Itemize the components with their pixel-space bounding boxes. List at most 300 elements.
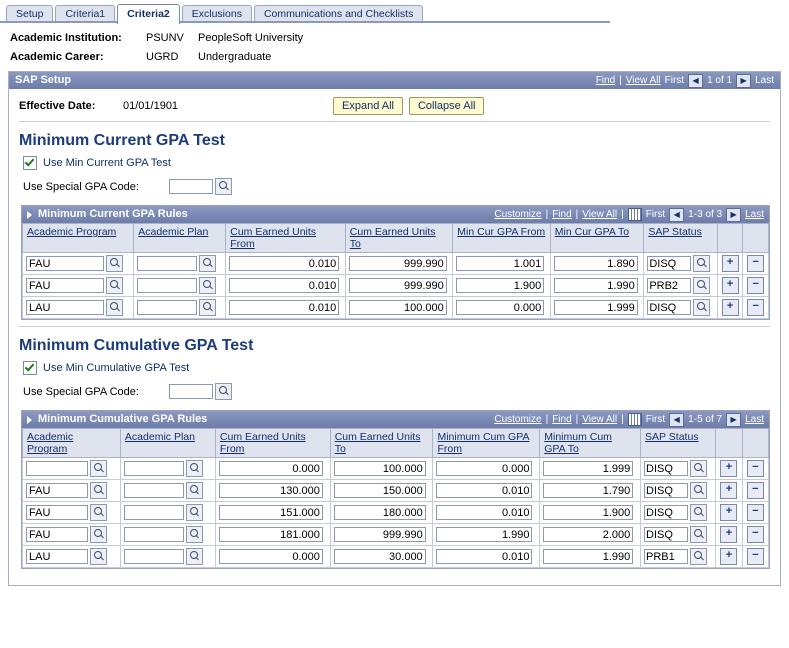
download-grid-icon[interactable] — [628, 413, 642, 426]
nav-separator-1: | — [619, 75, 622, 86]
table-row — [23, 502, 769, 524]
col-academic-plan — [120, 429, 215, 458]
tab-criteria2[interactable]: Criteria2 — [117, 4, 180, 24]
cumulative-grid-nav — [494, 411, 764, 428]
tab-exclusions[interactable]: Exclusions — [182, 5, 252, 23]
current-grid-customize-link[interactable]: Customize — [494, 209, 542, 220]
academic-plan-input[interactable] — [124, 527, 184, 542]
minimum-cum-gpa-from-input[interactable] — [436, 505, 532, 520]
sap-status-input[interactable] — [647, 300, 691, 315]
academic-program-lookup-icon[interactable] — [90, 504, 107, 521]
col-cum-earned-units-to-label[interactable]: Cum Earned Units To — [334, 431, 421, 455]
cell-academic-plan — [134, 297, 226, 319]
add-row-button[interactable]: + — [720, 526, 737, 543]
sap-setup-find-link[interactable]: Find — [595, 75, 616, 86]
academic-program-input[interactable] — [26, 549, 88, 564]
cell-academic-plan — [120, 458, 215, 480]
cell-delete — [743, 275, 769, 297]
cell-academic-program — [23, 458, 121, 480]
cell-add — [717, 275, 743, 297]
current-grid-header-left — [27, 206, 188, 223]
academic-career-row — [10, 51, 789, 63]
cell-units-to — [330, 502, 433, 524]
cell-add — [716, 524, 742, 546]
col-cum-earned-units-from — [215, 429, 330, 458]
cell-units-from — [215, 458, 330, 480]
col-cum-earned-units-from-label[interactable]: Cum Earned Units From — [219, 431, 306, 455]
tab-setup[interactable]: Setup — [6, 5, 53, 23]
academic-program-lookup-icon[interactable] — [106, 299, 123, 316]
cell-units-to — [330, 480, 433, 502]
cell-units-to — [345, 275, 453, 297]
cumulative-grid-counter: 1-5 of 7 — [688, 414, 723, 425]
collapse-triangle-icon[interactable] — [27, 211, 32, 219]
col-sap-status — [641, 429, 716, 458]
sap-setup-last-label: Last — [755, 75, 774, 86]
cell-sap-status — [641, 458, 716, 480]
cell-add — [716, 480, 742, 502]
cell-delete — [742, 502, 768, 524]
cumulative-special-gpa-code-input[interactable] — [169, 384, 213, 399]
sap-setup-title: SAP Setup — [15, 74, 72, 86]
cell-gpa-from — [453, 275, 551, 297]
add-row-button[interactable]: + — [722, 277, 739, 294]
cumulative-special-gpa-code-label: Use Special GPA Code: — [23, 385, 139, 398]
cell-gpa-from — [433, 502, 540, 524]
divider-top — [19, 121, 770, 122]
cell-academic-program — [23, 524, 121, 546]
download-grid-icon[interactable] — [628, 208, 642, 221]
col-minimum-cum-gpa-from-label[interactable]: Minimum Cum GPA From — [437, 431, 530, 455]
col-sap-status-label[interactable]: SAP Status — [645, 431, 699, 443]
min-cur-gpa-to-input[interactable] — [554, 278, 638, 293]
use-min-current-gpa-test-label: Use Min Current GPA Test — [43, 157, 171, 169]
cell-units-to — [345, 253, 453, 275]
col-min-cur-gpa-from-label[interactable]: Min Cur GPA From — [457, 226, 546, 238]
sap-status-input[interactable] — [644, 549, 688, 564]
use-min-current-gpa-test-checkbox[interactable] — [23, 156, 37, 170]
cell-gpa-from — [453, 253, 551, 275]
academic-program-lookup-icon[interactable] — [106, 277, 123, 294]
cumulative-grid-header-left — [27, 411, 207, 428]
cell-sap-status — [641, 524, 716, 546]
col-academic-program — [23, 224, 134, 253]
cell-units-from — [215, 524, 330, 546]
col-academic-plan — [134, 224, 226, 253]
table-row — [23, 275, 769, 297]
cumulative-gpa-table-header-row — [23, 429, 769, 458]
use-min-cumulative-gpa-test-label: Use Min Cumulative GPA Test — [43, 362, 190, 374]
col-cum-earned-units-to — [345, 224, 453, 253]
table-row — [23, 524, 769, 546]
delete-row-button[interactable]: − — [747, 277, 764, 294]
minimum-cum-gpa-from-input[interactable] — [436, 527, 532, 542]
cum-earned-units-to-input[interactable] — [349, 278, 447, 293]
cum-earned-units-from-input[interactable] — [219, 483, 323, 498]
sap-setup-counter: 1 of 1 — [707, 75, 733, 86]
minimum-cum-gpa-to-input[interactable] — [543, 505, 633, 520]
col-add — [717, 224, 743, 253]
sap-status-input[interactable] — [644, 527, 688, 542]
cell-gpa-to — [550, 275, 644, 297]
col-cum-earned-units-from — [226, 224, 346, 253]
academic-plan-lookup-icon[interactable] — [199, 299, 216, 316]
sap-setup-header — [9, 72, 780, 89]
cell-delete — [743, 253, 769, 275]
academic-program-input[interactable] — [26, 505, 88, 520]
tab-underline — [0, 21, 610, 23]
min-cur-gpa-from-input[interactable] — [456, 300, 544, 315]
cell-academic-plan — [120, 546, 215, 568]
academic-program-input[interactable] — [26, 278, 104, 293]
academic-program-input[interactable] — [26, 527, 88, 542]
delete-row-button[interactable]: − — [747, 526, 764, 543]
cumulative-special-gpa-code-row — [23, 383, 770, 400]
academic-career-description: Undergraduate — [198, 51, 272, 63]
academic-program-input[interactable] — [26, 256, 104, 271]
current-special-gpa-code-input[interactable] — [169, 179, 213, 194]
current-grid-header — [22, 206, 769, 223]
divider-middle — [19, 326, 770, 327]
cell-gpa-from — [433, 524, 540, 546]
academic-plan-lookup-icon[interactable] — [199, 277, 216, 294]
cell-delete — [742, 546, 768, 568]
cum-earned-units-from-input[interactable] — [219, 527, 323, 542]
minimum-cum-gpa-from-input[interactable] — [436, 461, 532, 476]
cumulative-gpa-rules-table — [22, 428, 769, 568]
add-row-button[interactable]: + — [722, 299, 739, 316]
col-academic-program-label[interactable]: Academic Program — [27, 226, 117, 238]
cumulative-grid-find-link[interactable]: Find — [552, 414, 572, 425]
current-grid-title: Minimum Current GPA Rules — [38, 208, 188, 220]
delete-row-button[interactable]: − — [747, 460, 764, 477]
use-min-current-gpa-test-row — [23, 156, 770, 170]
current-grid-last-link[interactable]: Last — [745, 209, 764, 220]
current-special-gpa-code-lookup-icon[interactable] — [215, 178, 232, 195]
col-minimum-cum-gpa-from — [433, 429, 540, 458]
header-fields — [10, 32, 789, 63]
academic-program-input[interactable] — [26, 461, 88, 476]
effective-date-row — [19, 97, 770, 115]
sap-setup-first-label: First — [664, 75, 685, 86]
academic-plan-input[interactable] — [137, 300, 197, 315]
col-add — [716, 429, 742, 458]
min-cur-gpa-to-input[interactable] — [554, 300, 638, 315]
minimum-cum-gpa-to-input[interactable] — [543, 461, 633, 476]
cell-units-from — [226, 297, 346, 319]
cumulative-grid-sep-2: | — [575, 414, 579, 425]
cum-earned-units-from-input[interactable] — [219, 549, 323, 564]
col-sap-status — [644, 224, 717, 253]
sap-status-input[interactable] — [644, 505, 688, 520]
cell-sap-status — [641, 546, 716, 568]
min-cur-gpa-from-input[interactable] — [456, 278, 544, 293]
academic-program-input[interactable] — [26, 483, 88, 498]
minimum-current-gpa-rules-grid — [21, 205, 770, 320]
cell-units-to — [330, 546, 433, 568]
cell-academic-program — [23, 502, 121, 524]
effective-date-value: 01/01/1901 — [123, 100, 179, 112]
cell-delete — [742, 480, 768, 502]
current-grid-counter: 1-3 of 3 — [688, 209, 723, 220]
cell-units-from — [226, 253, 346, 275]
current-grid-view-all-link[interactable]: View All — [582, 209, 618, 220]
sap-setup-view-all-link[interactable]: View All — [625, 75, 661, 86]
collapse-all-button[interactable]: Collapse All — [409, 97, 484, 115]
cell-units-to — [345, 297, 453, 319]
academic-plan-lookup-icon[interactable] — [186, 504, 203, 521]
table-row — [23, 546, 769, 568]
minimum-cum-gpa-from-input[interactable] — [436, 483, 532, 498]
academic-program-lookup-icon[interactable] — [90, 482, 107, 499]
academic-career-label: Academic Career: — [10, 51, 104, 63]
cum-earned-units-from-input[interactable] — [219, 505, 323, 520]
cell-units-from — [215, 546, 330, 568]
cell-delete — [743, 297, 769, 319]
cell-academic-program — [23, 546, 121, 568]
cell-academic-plan — [120, 502, 215, 524]
minimum-cumulative-gpa-rules-grid — [21, 410, 770, 569]
cumulative-grid-sep-1: | — [545, 414, 549, 425]
cumulative-grid-header — [22, 411, 769, 428]
current-special-gpa-code-row — [23, 178, 770, 195]
cumulative-grid-view-all-link[interactable]: View All — [582, 414, 618, 425]
cell-sap-status — [644, 297, 717, 319]
sap-status-lookup-icon[interactable] — [690, 526, 707, 543]
academic-institution-description: PeopleSoft University — [198, 32, 304, 44]
cell-academic-plan — [134, 275, 226, 297]
table-row — [23, 480, 769, 502]
current-gpa-rules-table — [22, 223, 769, 319]
cell-delete — [742, 458, 768, 480]
table-row — [23, 458, 769, 480]
col-delete — [742, 429, 768, 458]
cell-units-from — [215, 502, 330, 524]
academic-institution-label: Academic Institution: — [10, 32, 122, 44]
academic-program-lookup-icon[interactable] — [90, 548, 107, 565]
min-cur-gpa-from-input[interactable] — [456, 256, 544, 271]
academic-plan-lookup-icon[interactable] — [186, 460, 203, 477]
cell-sap-status — [641, 502, 716, 524]
cell-gpa-to — [540, 502, 641, 524]
cell-gpa-to — [550, 297, 644, 319]
sap-status-lookup-icon[interactable] — [690, 548, 707, 565]
cell-academic-program — [23, 297, 134, 319]
add-row-button[interactable]: + — [720, 460, 737, 477]
sap-setup-body — [9, 89, 780, 585]
cumulative-grid-last-link[interactable]: Last — [745, 414, 764, 425]
cell-gpa-to — [550, 253, 644, 275]
academic-plan-lookup-icon[interactable] — [199, 255, 216, 272]
academic-program-lookup-icon[interactable] — [106, 255, 123, 272]
cell-gpa-from — [433, 458, 540, 480]
academic-plan-lookup-icon[interactable] — [186, 548, 203, 565]
cum-earned-units-from-input[interactable] — [229, 256, 339, 271]
academic-plan-input[interactable] — [137, 278, 197, 293]
cell-add — [717, 297, 743, 319]
col-minimum-cum-gpa-to-label[interactable]: Minimum Cum GPA To — [544, 431, 612, 455]
col-cum-earned-units-from-label[interactable]: Cum Earned Units From — [230, 226, 317, 250]
sap-status-input[interactable] — [647, 278, 691, 293]
effective-date-label: Effective Date: — [19, 100, 96, 112]
cell-gpa-from — [453, 297, 551, 319]
current-grid-sep-2: | — [575, 209, 579, 220]
academic-institution-row — [10, 32, 789, 44]
cell-gpa-to — [540, 524, 641, 546]
academic-program-input[interactable] — [26, 300, 104, 315]
cumulative-grid-previous-icon[interactable]: ◀ — [669, 413, 684, 427]
cum-earned-units-to-input[interactable] — [349, 300, 447, 315]
cell-add — [717, 253, 743, 275]
cell-academic-program — [23, 275, 134, 297]
cell-units-from — [215, 480, 330, 502]
cum-earned-units-from-input[interactable] — [229, 278, 339, 293]
add-row-button[interactable]: + — [722, 255, 739, 272]
cell-sap-status — [644, 253, 717, 275]
cum-earned-units-to-input[interactable] — [334, 461, 426, 476]
col-academic-plan-label[interactable]: Academic Plan — [138, 226, 209, 238]
academic-career-code: UGRD — [146, 51, 179, 63]
sap-status-lookup-icon[interactable] — [690, 504, 707, 521]
cell-sap-status — [641, 480, 716, 502]
col-delete — [743, 224, 769, 253]
academic-plan-input[interactable] — [124, 483, 184, 498]
use-min-cumulative-gpa-test-checkbox[interactable] — [23, 361, 37, 375]
current-grid-previous-icon[interactable]: ◀ — [669, 208, 684, 222]
cum-earned-units-from-input[interactable] — [219, 461, 323, 476]
cum-earned-units-from-input[interactable] — [229, 300, 339, 315]
collapse-triangle-icon[interactable] — [27, 416, 32, 424]
tab-criteria1[interactable]: Criteria1 — [55, 5, 115, 23]
academic-plan-lookup-icon[interactable] — [186, 526, 203, 543]
sap-status-input[interactable] — [647, 256, 691, 271]
academic-program-lookup-icon[interactable] — [90, 526, 107, 543]
col-academic-plan-label[interactable]: Academic Plan — [124, 431, 195, 443]
minimum-cum-gpa-to-input[interactable] — [543, 483, 633, 498]
cumulative-grid-title: Minimum Cumulative GPA Rules — [38, 413, 208, 425]
cell-sap-status — [644, 275, 717, 297]
minimum-cum-gpa-to-input[interactable] — [543, 549, 633, 564]
use-min-cumulative-gpa-test-row — [23, 361, 770, 375]
cell-academic-program — [23, 480, 121, 502]
cell-gpa-to — [540, 458, 641, 480]
add-row-button[interactable]: + — [720, 482, 737, 499]
minimum-cum-gpa-to-input[interactable] — [543, 527, 633, 542]
col-sap-status-label[interactable]: SAP Status — [648, 226, 702, 238]
cumulative-grid-customize-link[interactable]: Customize — [494, 414, 542, 425]
current-grid-find-link[interactable]: Find — [552, 209, 572, 220]
cum-earned-units-to-input[interactable] — [349, 256, 447, 271]
delete-row-button[interactable]: − — [747, 299, 764, 316]
cell-delete — [742, 524, 768, 546]
tab-bar — [0, 0, 789, 22]
col-cum-earned-units-to — [330, 429, 433, 458]
cell-gpa-to — [540, 480, 641, 502]
cell-academic-plan — [120, 480, 215, 502]
academic-plan-lookup-icon[interactable] — [186, 482, 203, 499]
sap-status-lookup-icon[interactable] — [693, 277, 710, 294]
cell-academic-plan — [134, 253, 226, 275]
cumulative-grid-next-icon[interactable]: ▶ — [726, 413, 741, 427]
next-row-icon[interactable]: ▶ — [736, 74, 751, 88]
cell-add — [716, 458, 742, 480]
cumulative-gpa-section-title: Minimum Cumulative GPA Test — [19, 337, 254, 354]
cell-gpa-to — [540, 546, 641, 568]
academic-plan-input[interactable] — [124, 461, 184, 476]
cum-earned-units-to-input[interactable] — [334, 483, 426, 498]
delete-row-button[interactable]: − — [747, 482, 764, 499]
current-gpa-section-title: Minimum Current GPA Test — [19, 132, 225, 149]
academic-institution-code: PSUNV — [146, 32, 184, 44]
cum-earned-units-to-input[interactable] — [334, 505, 426, 520]
sap-status-lookup-icon[interactable] — [693, 299, 710, 316]
current-grid-first-label: First — [645, 209, 666, 220]
cell-units-to — [330, 524, 433, 546]
col-academic-program — [23, 429, 121, 458]
delete-row-button[interactable]: − — [747, 504, 764, 521]
cumulative-grid-first-label: First — [645, 414, 666, 425]
sap-status-lookup-icon[interactable] — [693, 255, 710, 272]
current-grid-sep-3: | — [621, 209, 624, 220]
min-cur-gpa-to-input[interactable] — [554, 256, 638, 271]
cell-gpa-from — [433, 480, 540, 502]
sap-setup-nav — [596, 72, 774, 89]
table-row — [23, 253, 769, 275]
add-row-button[interactable]: + — [720, 504, 737, 521]
delete-row-button[interactable]: − — [747, 548, 764, 565]
cell-gpa-from — [433, 546, 540, 568]
current-gpa-table-header-row — [23, 224, 769, 253]
delete-row-button[interactable]: − — [747, 255, 764, 272]
current-grid-sep-1: | — [545, 209, 549, 220]
cell-units-from — [226, 275, 346, 297]
cum-earned-units-to-input[interactable] — [334, 527, 426, 542]
table-row — [23, 297, 769, 319]
academic-plan-input[interactable] — [137, 256, 197, 271]
cumulative-special-gpa-code-lookup-icon[interactable] — [215, 383, 232, 400]
cell-add — [716, 546, 742, 568]
expand-all-button[interactable]: Expand All — [333, 97, 403, 115]
add-row-button[interactable]: + — [720, 548, 737, 565]
col-min-cur-gpa-from — [453, 224, 551, 253]
cell-units-to — [330, 458, 433, 480]
sap-status-lookup-icon[interactable] — [690, 482, 707, 499]
academic-plan-input[interactable] — [124, 549, 184, 564]
sap-status-input[interactable] — [644, 461, 688, 476]
current-grid-nav — [494, 206, 764, 223]
cumulative-grid-sep-3: | — [621, 414, 624, 425]
cell-academic-program — [23, 253, 134, 275]
col-min-cur-gpa-to — [550, 224, 644, 253]
cell-add — [716, 502, 742, 524]
col-academic-program-label[interactable]: Academic Program — [27, 431, 74, 455]
sap-setup-groupbox — [8, 71, 781, 586]
col-cum-earned-units-to-label[interactable]: Cum Earned Units To — [349, 226, 436, 250]
col-minimum-cum-gpa-to — [540, 429, 641, 458]
minimum-cum-gpa-from-input[interactable] — [436, 549, 532, 564]
sap-status-lookup-icon[interactable] — [690, 460, 707, 477]
current-special-gpa-code-label: Use Special GPA Code: — [23, 180, 139, 193]
previous-row-icon[interactable]: ◀ — [688, 74, 703, 88]
cum-earned-units-to-input[interactable] — [334, 549, 426, 564]
cell-academic-plan — [120, 524, 215, 546]
academic-plan-input[interactable] — [124, 505, 184, 520]
tab-communications-and-checklists[interactable]: Communications and Checklists — [254, 5, 423, 23]
current-grid-next-icon[interactable]: ▶ — [726, 208, 741, 222]
col-min-cur-gpa-to-label[interactable]: Min Cur GPA To — [554, 226, 630, 238]
academic-program-lookup-icon[interactable] — [90, 460, 107, 477]
sap-status-input[interactable] — [644, 483, 688, 498]
